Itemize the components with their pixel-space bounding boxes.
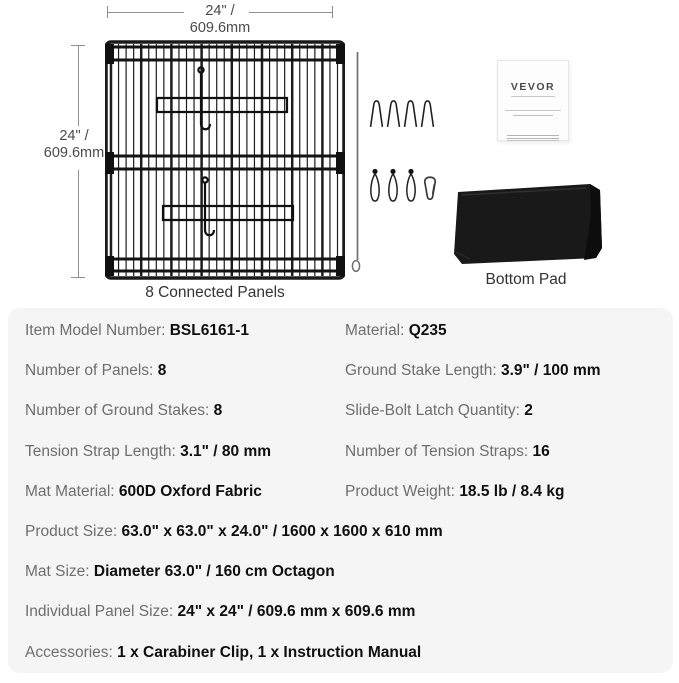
ground-stake-icon [420,94,435,133]
dimension-width-label [158,3,282,36]
spec-value: 8 [157,362,167,380]
spec-value: 1 x Carabiner Clip, 1 x Instruction Manual [117,643,422,661]
dimension-width-line1: 24" / [205,3,235,19]
instruction-manual [497,60,569,141]
spec-individual-panel-size [25,603,673,621]
spec-value: 63.0" x 63.0" x 24.0" / 1600 x 1600 x 610 mm [121,523,443,541]
spec-label: Number of Ground Stakes: [25,402,214,420]
spec-value: 18.5 lb / 8.4 kg [459,482,565,500]
spec-label: Material: [345,322,409,340]
tension-straps-group [368,166,418,206]
spec-product-size [25,523,673,541]
ground-stake-icon [369,94,384,133]
spec-number-of-tension-straps [345,443,673,461]
spec-mat-size [25,563,673,581]
spec-value: 16 [532,442,550,460]
dimension-line-height-bottom [78,170,79,277]
spec-value: 8 [213,402,223,420]
spec-value: 24" x 24" / 609.6 mm x 609.6 mm [177,603,416,621]
spec-mat-material [25,483,345,501]
spec-value: 3.1" / 80 mm [180,442,272,460]
spec-material [345,322,673,340]
pad-caption: Bottom Pad [485,271,567,288]
dimension-height-line2: 609.6mm [43,144,105,161]
spec-value: Q235 [408,322,447,340]
connecting-rod-icon [351,52,363,276]
ground-stake-icon [403,94,418,133]
spec-value: 3.9" / 100 mm [500,362,601,380]
spec-label: Accessories: [25,643,118,661]
dimension-tick-bottom [71,277,85,278]
spec-value: 2 [524,402,533,420]
tension-strap-icon [386,166,400,206]
spec-label: Item Model Number: [25,322,170,340]
spec-label: Tension Strap Length: [25,442,181,460]
spec-number-of-ground-stakes [25,402,345,420]
dimension-height-line1: 24" / [59,128,89,144]
spec-number-of-panels [25,362,345,380]
ground-stake-icon [386,94,401,133]
spec-label: Number of Panels: [25,362,158,380]
spec-slide-bolt-latch-quantity [345,402,673,420]
spec-label: Number of Tension Straps: [345,442,533,460]
panels-caption: 8 Connected Panels [145,284,285,301]
carabiner-clip-icon [422,175,438,203]
spec-accessories [25,644,673,662]
spec-label: Slide-Bolt Latch Quantity: [345,402,525,420]
dimension-width-line2: 609.6mm [189,19,251,36]
ground-stakes-group [369,94,435,133]
dimension-line-height-top [78,46,79,126]
dimension-tick-right [332,6,333,18]
slide-bolt-latch-icon [157,67,287,129]
spec-label: Mat Size: [25,563,94,581]
spec-value: BSL6161-1 [169,322,249,340]
spec-tension-strap-length [25,443,345,461]
spec-item-model-number [25,322,345,340]
bottom-pad-image [450,180,610,270]
spec-ground-stake-length [345,362,673,380]
spec-panel [8,308,673,673]
spec-product-weight [345,483,673,501]
spec-label: Ground Stake Length: [345,362,501,380]
spec-label: Individual Panel Size: [25,603,178,621]
spec-label: Product Size: [25,523,122,541]
spec-label: Mat Material: [25,482,119,500]
slide-bolt-latch-icon [163,177,293,235]
spec-label: Product Weight: [345,482,460,500]
spec-value: Diameter 63.0" / 160 cm Octagon [93,563,335,581]
tension-strap-icon [404,166,418,206]
spec-value: 600D Oxford Fabric [118,482,262,500]
tension-strap-icon [368,166,382,206]
dimension-height-label [32,128,116,161]
manual-brand: VEVOR [510,81,556,93]
wire-panels-drawing [105,40,345,280]
